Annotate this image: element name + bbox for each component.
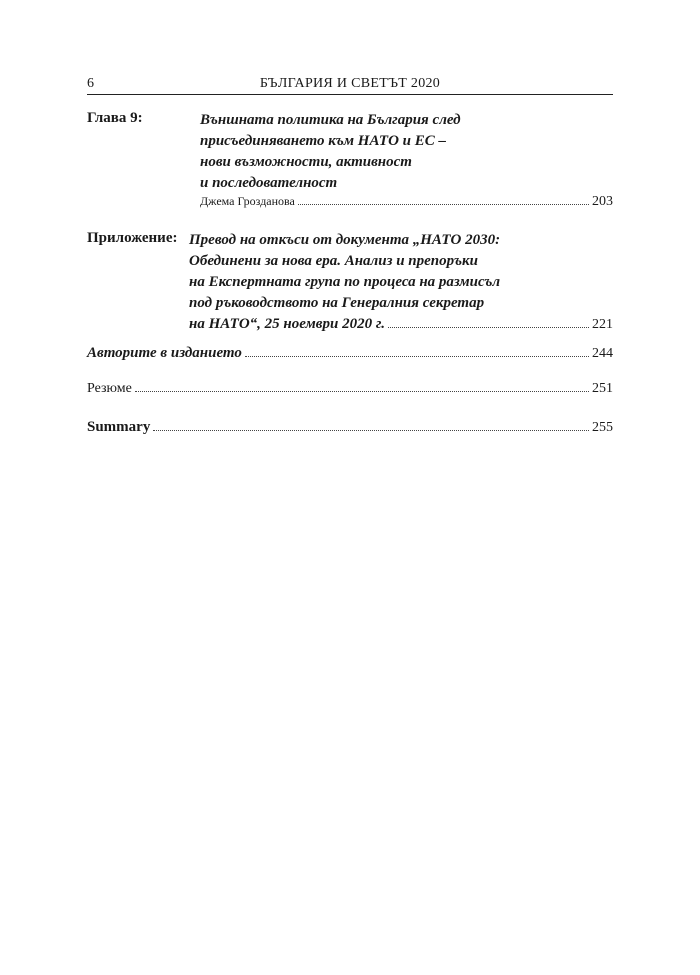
page-ref: 203 xyxy=(592,194,613,209)
dot-leader xyxy=(135,391,589,392)
entry-title-line: Превод на откъси от документа „НАТО 2030: xyxy=(189,232,501,248)
entry-label: Приложение: xyxy=(87,230,178,246)
toc-entry-chapter-9 xyxy=(87,110,613,210)
page-ref: 244 xyxy=(592,346,613,361)
page-number: 6 xyxy=(87,76,94,91)
entry-title-line: присъединяването към НАТО и ЕС – xyxy=(200,133,447,149)
toc-entry-appendix xyxy=(87,230,613,340)
page-ref: 255 xyxy=(592,420,613,435)
toc-entry-summary[interactable] xyxy=(87,419,613,436)
title-leader-line[interactable] xyxy=(189,314,613,335)
entry-author: Джема Грозданова xyxy=(200,194,295,208)
dot-leader xyxy=(153,430,589,431)
toc-entry-authors[interactable] xyxy=(87,343,613,364)
entry-title-line: нови възможности, активност xyxy=(200,154,412,170)
page-ref: 251 xyxy=(592,381,613,396)
entry-label: Глава 9: xyxy=(87,110,143,126)
page-ref: 221 xyxy=(592,317,613,332)
dot-leader xyxy=(388,327,589,328)
toc-entry-resume[interactable] xyxy=(87,381,613,397)
entry-title-line: и последователност xyxy=(200,175,338,191)
entry-title-line: на НАТО“, 25 ноември 2020 г. xyxy=(189,316,385,332)
entry-title-line: Външната политика на България след xyxy=(200,112,461,128)
entry-title: Авторите в изданието xyxy=(87,345,242,361)
dot-leader xyxy=(245,356,589,357)
entry-title-line: на Експертната група по процеса на размисъл xyxy=(189,274,501,290)
author-leader-line[interactable] xyxy=(200,194,613,210)
dot-leader xyxy=(298,204,589,205)
entry-title-line: Обединени за нова ера. Анализ и препоръки xyxy=(189,253,478,269)
entry-title: Summary xyxy=(87,419,151,435)
entry-title-line: под ръководството на Генералния секретар xyxy=(189,295,485,311)
entry-title: Резюме xyxy=(87,381,132,396)
running-header xyxy=(87,74,613,95)
running-title: БЪЛГАРИЯ И СВЕТЪТ 2020 xyxy=(259,76,441,91)
